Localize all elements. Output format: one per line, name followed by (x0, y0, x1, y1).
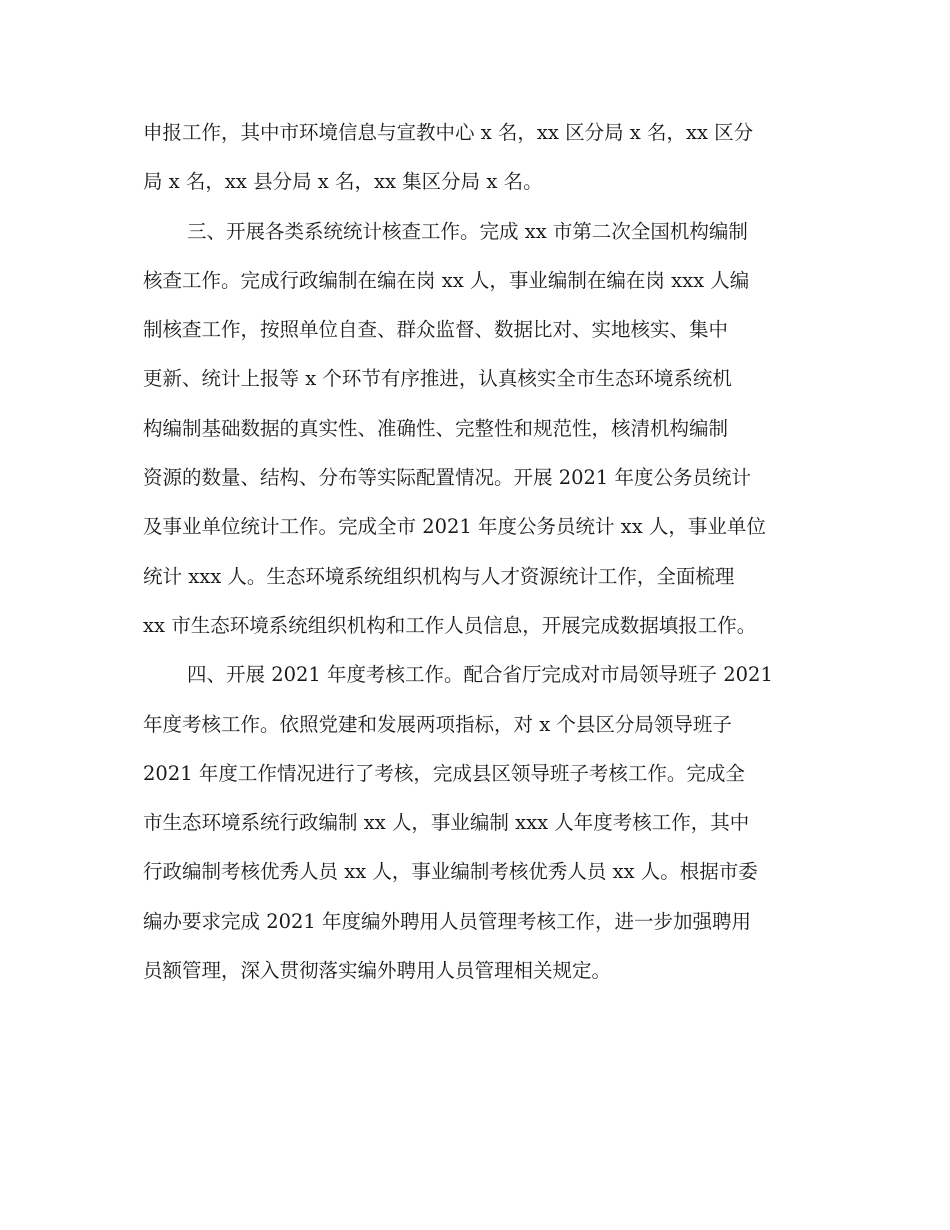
text-line: 编办要求完成 2021 年度编外聘用人员管理考核工作，进一步加强聘用 (143, 909, 752, 933)
section-four-heading-line: 四、开展 2021 年度考核工作。配合省厅完成对市局领导班子 2021 (187, 663, 773, 687)
text-line: 申报工作，其中市环境信息与宣教中心 x 名，xx 区分局 x 名，xx 区分 (143, 121, 754, 144)
text-line: 统计 xxx 人。生态环境系统组织机构与人才资源统计工作，全面梳理 (143, 564, 735, 588)
text-line: 制核查工作，按照单位自查、群众监督、数据比对、实地核实、集中 (143, 318, 729, 342)
text-line: 2021 年度工作情况进行了考核，完成县区领导班子考核工作。完成全 (143, 761, 745, 785)
text-line: 员额管理，深入贯彻落实编外聘用人员管理相关规定。 (143, 959, 612, 983)
text-line: 局 x 名，xx 县分局 x 名，xx 集区分局 x 名。 (143, 170, 543, 194)
section-three-heading-line: 三、开展各类系统统计核查工作。完成 xx 市第二次全国机构编制 (187, 219, 748, 243)
document-body (143, 108, 813, 995)
text-line: 年度考核工作。依照党建和发展两项指标，对 x 个县区分局领导班子 (143, 712, 732, 736)
text-line: 资源的数量、结构、分布等实际配置情况。开展 2021 年度公务员统计 (143, 466, 752, 490)
text-line: 及事业单位统计工作。完成全市 2021 年度公务员统计 xx 人，事业单位 (143, 515, 766, 539)
text-line: 构编制基础数据的真实性、准确性、完整性和规范性，核清机构编制 (143, 416, 729, 440)
text-line: 市生态环境系统行政编制 xx 人，事业编制 xxx 人年度考核工作，其中 (143, 811, 750, 835)
text-line: xx 市生态环境系统组织机构和工作人员信息，开展完成数据填报工作。 (143, 613, 757, 637)
text-line: 行政编制考核优秀人员 xx 人，事业编制考核优秀人员 xx 人。根据市委 (143, 860, 758, 884)
text-line: 核查工作。完成行政编制在编在岗 xx 人，事业编制在编在岗 xxx 人编 (143, 268, 750, 292)
text-line: 更新、统计上报等 x 个环节有序推进，认真核实全市生态环境系统机 (143, 367, 732, 391)
